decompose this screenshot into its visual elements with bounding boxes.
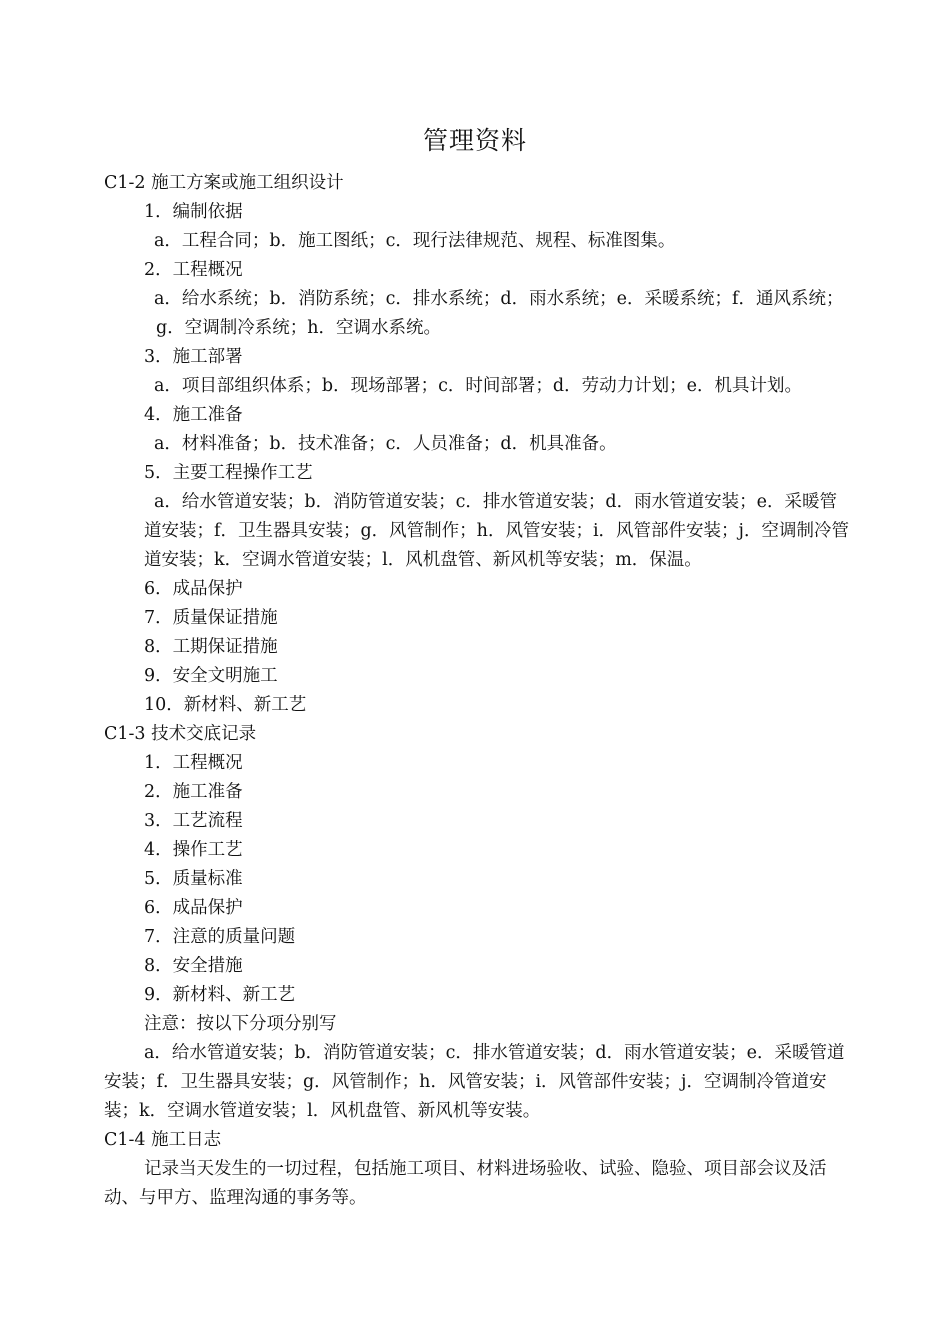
list-item-detail: a．给水管道安装；b．消防管道安装；c．排水管道安装；d．雨水管道安装；e．采暖管道安装；f．卫生器具安装；g．风管制作；h．风管安装；i．风管部件安装；j．空调制冷管道安装；k．空调水管道安装；l．风机盘管、新风机等安装；m．保温。 <box>144 492 849 570</box>
list-item: 10．新材料、新工艺 <box>144 695 307 715</box>
list-item-detail: a．工程合同；b．施工图纸；c．现行法律规范、规程、标准图集。 <box>154 231 676 251</box>
section-heading-c1-3: C1-3 技术交底记录 <box>104 724 257 744</box>
section-heading-c1-2: C1-2 施工方案或施工组织设计 <box>104 173 344 193</box>
note-label: 注意：按以下分项分别写 <box>144 1014 337 1034</box>
document-body <box>104 169 850 1213</box>
list-item-detail: a．项目部组织体系；b．现场部署；c．时间部署；d．劳动力计划；e．机具计划。 <box>154 376 802 396</box>
list-item: 7．注意的质量问题 <box>144 927 296 947</box>
list-item: 3．施工部署 <box>144 347 243 367</box>
list-item: 7．质量保证措施 <box>144 608 278 628</box>
section-heading-c1-4: C1-4 施工日志 <box>104 1130 222 1150</box>
list-item: 5．主要工程操作工艺 <box>144 463 313 483</box>
document-title: 管理资料 <box>422 126 527 155</box>
list-item: 8．工期保证措施 <box>144 637 278 657</box>
list-item: 1．编制依据 <box>144 202 243 222</box>
list-item: 4．施工准备 <box>144 405 243 425</box>
list-item: 9．安全文明施工 <box>144 666 278 686</box>
note-body: a．给水管道安装；b．消防管道安装；c．排水管道安装；d．雨水管道安装；e．采暖管道安装；f．卫生器具安装；g．风管制作；h．风管安装；i．风管部件安装；j．空调制冷管道安装；k．空调水管道安装；l．风机盘管、新风机等安装。 <box>104 1043 845 1121</box>
list-item: 6．成品保护 <box>144 898 243 918</box>
list-item: 4．操作工艺 <box>144 840 243 860</box>
list-item: 2．施工准备 <box>144 782 243 802</box>
list-item: 2．工程概况 <box>144 260 243 280</box>
list-item: 5．质量标准 <box>144 869 243 889</box>
list-item: 8．安全措施 <box>144 956 243 976</box>
section-body-c1-4: 记录当天发生的一切过程，包括施工项目、材料进场验收、试验、隐验、项目部会议及活动、与甲方、监理沟通的事务等。 <box>104 1159 827 1208</box>
list-item: 6．成品保护 <box>144 579 243 599</box>
list-item-detail: a．给水系统；b．消防系统；c．排水系统；d．雨水系统；e．采暖系统；f．通风系统；g．空调制冷系统；h．空调水系统。 <box>154 289 844 338</box>
list-item: 1．工程概况 <box>144 753 243 773</box>
list-item: 9．新材料、新工艺 <box>144 985 296 1005</box>
list-item: 3．工艺流程 <box>144 811 243 831</box>
list-item-detail: a．材料准备；b．技术准备；c．人员准备；d．机具准备。 <box>154 434 617 454</box>
